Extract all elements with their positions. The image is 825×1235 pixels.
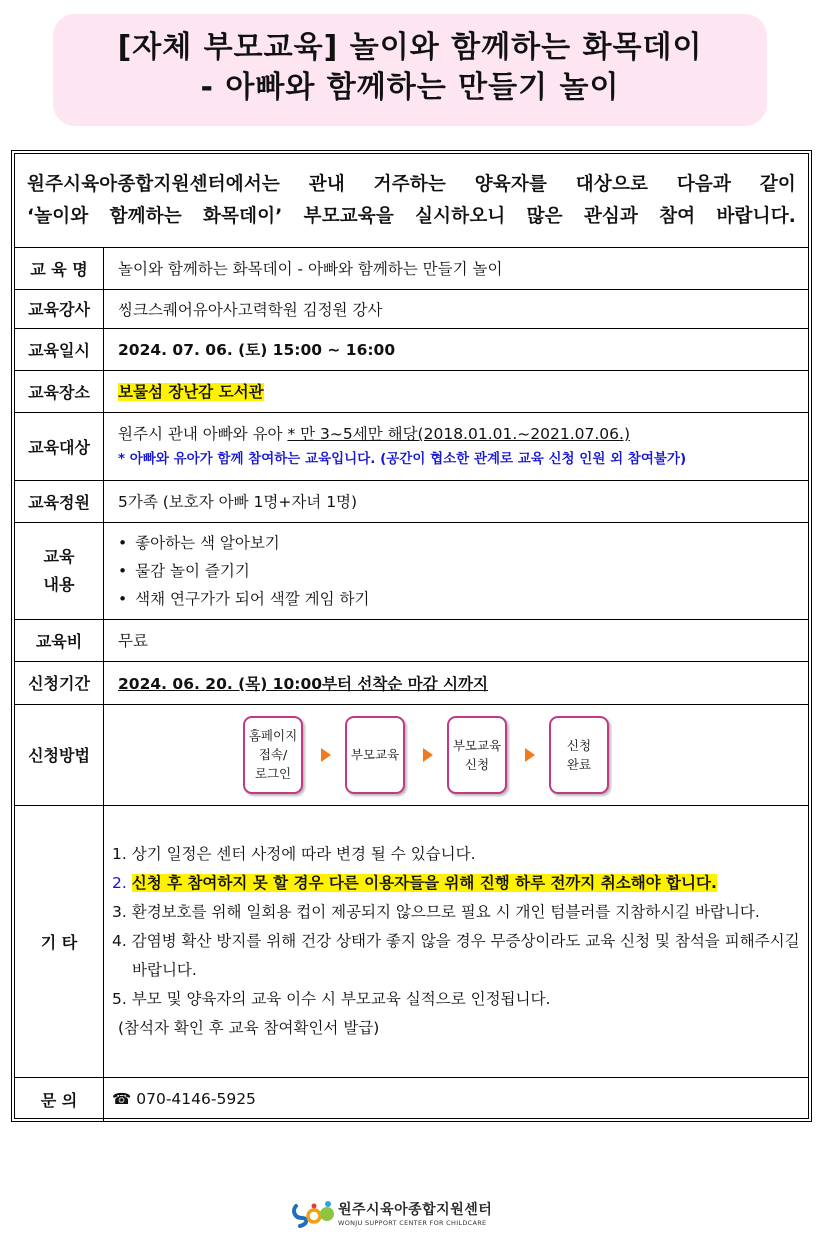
- step-parent-education: 부모교육: [345, 716, 405, 794]
- label-contact: 문 의: [15, 1077, 104, 1121]
- list-item: • 물감 놀이 즐기기: [118, 557, 808, 585]
- target-note: * 아빠와 유아가 함께 참여하는 교육입니다. (공간이 협소한 관계로 교육 신청 인원 외 참여불가): [118, 451, 687, 467]
- label-date: 교육일시: [15, 328, 104, 370]
- value-place: 보물섬 장난감 도서관: [118, 383, 264, 401]
- page-title: [자체 부모교육] 놀이와 함께하는 화목데이: [117, 30, 703, 65]
- label-instructor: 교육강사: [15, 289, 104, 328]
- value-target-age: * 만 3~5세만 해당(2018.01.01.~2021.07.06.): [287, 425, 630, 443]
- list-item: 3. 환경보호를 위해 일회용 컵이 제공되지 않으므로 필요 시 개인 텀블러를 지참하시길 바랍니다.: [112, 902, 760, 921]
- label-target: 교육대상: [15, 412, 104, 480]
- value-instructor: 씽크스퀘어유아사고력학원 김정원 강사: [104, 289, 809, 328]
- application-steps: [44, 716, 808, 794]
- label-etc: 기 타: [15, 805, 104, 1077]
- center-name-en: WONJU SUPPORT CENTER FOR CHILDCARE: [338, 1219, 487, 1227]
- row-etc: [15, 805, 808, 1077]
- footer-logo: [290, 1196, 492, 1230]
- arrow-right-icon: [525, 748, 535, 762]
- row-name: [15, 248, 808, 289]
- value-contact: 070-4146-5925: [136, 1090, 256, 1109]
- arrow-right-icon: [321, 748, 331, 762]
- row-method: [15, 704, 808, 805]
- label-method: 신청방법: [15, 704, 104, 805]
- list-item: 5. 부모 및 양육자의 교육 이수 시 부모교육 실적으로 인정됩니다.: [112, 989, 551, 1008]
- list-item: (참석자 확인 후 교육 참여확인서 발급): [118, 1018, 380, 1037]
- label-period: 신청기간: [15, 661, 104, 704]
- list-item: 1. 상기 일정은 센터 사정에 따라 변경 될 수 있습니다.: [112, 844, 476, 863]
- list-item: • 좋아하는 색 알아보기: [118, 529, 808, 557]
- intro-line-2: ‘놀이와 함께하는 화목데이’ 부모교육을 실시하오니 많은 관심과 참여 바랍니다.: [27, 205, 796, 227]
- title-banner: [53, 14, 767, 126]
- step-apply: 부모교육 신청: [447, 716, 507, 794]
- step-complete: 신청 완료: [549, 716, 609, 794]
- center-logo-icon: [290, 1196, 338, 1230]
- content-list: [118, 529, 808, 613]
- label-name: 교 육 명: [15, 248, 104, 289]
- row-place: [15, 370, 808, 412]
- value-date: 2024. 07. 06. (토) 15:00 ~ 16:00: [104, 328, 809, 370]
- value-target: 원주시 관내 아빠와 유아: [118, 425, 288, 443]
- phone-icon: ☎: [112, 1090, 132, 1109]
- info-table: [15, 248, 808, 1121]
- row-period: [15, 661, 808, 704]
- row-instructor: [15, 289, 808, 328]
- page-subtitle: - 아빠와 함께하는 만들기 놀이: [200, 70, 620, 105]
- value-fee: 무료: [104, 619, 809, 661]
- intro-text: [15, 154, 808, 248]
- intro-line-1: 원주시육아종합지원센터에서는 관내 거주하는 양육자를 대상으로 다음과 같이: [27, 173, 796, 195]
- step-homepage-login: 홈페이지 접속/ 로그인: [243, 716, 303, 794]
- arrow-right-icon: [423, 748, 433, 762]
- row-date: [15, 328, 808, 370]
- label-fee: 교육비: [15, 619, 104, 661]
- value-name: 놀이와 함께하는 화목데이 - 아빠와 함께하는 만들기 놀이: [104, 248, 809, 289]
- row-capacity: [15, 480, 808, 522]
- notes-list: [112, 840, 800, 1043]
- list-item: 4. 감염병 확산 방지를 위해 건강 상태가 좋지 않을 경우 무증상이라도 교육 신청 및 참석을 피해주시길 바랍니다.: [112, 931, 800, 979]
- info-frame: [11, 150, 812, 1122]
- center-name: 원주시육아종합지원센터: [338, 1202, 493, 1218]
- label-content: 교육 내용: [15, 522, 104, 619]
- label-capacity: 교육정원: [15, 480, 104, 522]
- value-capacity: 5가족 (보호자 아빠 1명+자녀 1명): [104, 480, 809, 522]
- list-item: 2. 신청 후 참여하지 못 할 경우 다른 이용자들을 위해 진행 하루 전까지 취소해야 합니다.: [112, 873, 717, 892]
- row-target: [15, 412, 808, 480]
- row-fee: [15, 619, 808, 661]
- label-place: 교육장소: [15, 370, 104, 412]
- list-item: • 색채 연구가가 되어 색깔 게임 하기: [118, 585, 808, 613]
- value-period: 2024. 06. 20. (목) 10:00부터 선착순 마감 시까지: [118, 674, 488, 693]
- row-content: [15, 522, 808, 619]
- row-contact: [15, 1077, 808, 1121]
